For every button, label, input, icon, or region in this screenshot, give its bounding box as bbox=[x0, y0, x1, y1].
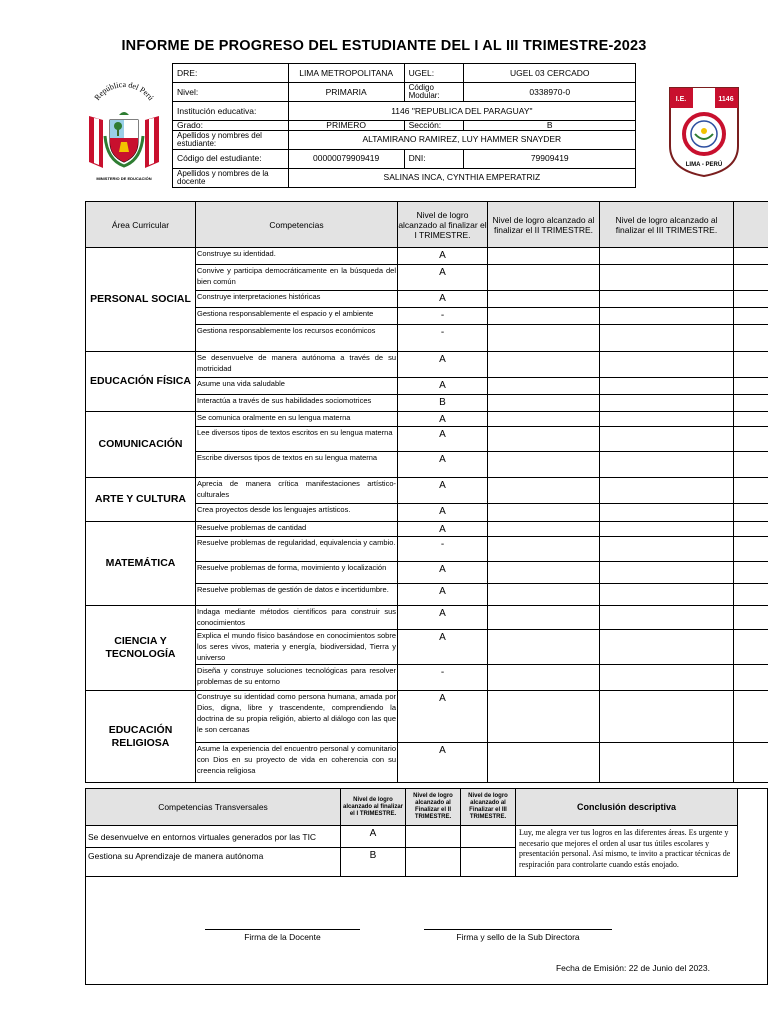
transversal-header-t1: Nivel de logro alcanzado al finalizar el I TRIMESTRE. bbox=[341, 789, 406, 826]
dre-value: LIMA METROPOLITANA bbox=[288, 64, 404, 83]
grade-t1: A bbox=[398, 412, 488, 427]
competencia: Explica el mundo físico basándose en conocimientos sobre los seres vivos, materia y energía, biodiversidad, Tierra y universo bbox=[196, 630, 398, 665]
grade-t1: A bbox=[398, 291, 488, 308]
school-crest-logo bbox=[668, 86, 740, 178]
header-t1: Nivel de logro alcanzado al finalizar el I TRIMESTRE. bbox=[398, 202, 488, 248]
competencia: Gestiona responsablemente los recursos económicos bbox=[196, 325, 398, 352]
seccion-label: Sección: bbox=[404, 121, 464, 131]
firma-docente-label: Firma de la Docente bbox=[244, 932, 321, 942]
competencia: Resuelve problemas de forma, movimiento y localización bbox=[196, 562, 398, 584]
grade-t1: A bbox=[398, 265, 488, 291]
dni-label: DNI: bbox=[404, 149, 464, 168]
transversal-grade-t1: A bbox=[341, 826, 406, 848]
competencia: Se comunica oralmente en su lengua materna bbox=[196, 412, 398, 427]
apellidos-docente-label: Apellidos y nombres de la docente bbox=[173, 168, 289, 187]
competencia: Resuelve problemas de regularidad, equivalencia y cambio. bbox=[196, 537, 398, 562]
header-t3: Nivel de logro alcanzado al finalizar el III TRIMESTRE. bbox=[600, 202, 734, 248]
grade-t1: B bbox=[398, 395, 488, 412]
grade-t1: A bbox=[398, 743, 488, 783]
peru-coat-of-arms-logo bbox=[83, 76, 165, 186]
codigo-modular-value: 0338970-0 bbox=[464, 83, 636, 102]
page-title: INFORME DE PROGRESO DEL ESTUDIANTE DEL I AL III TRIMESTRE-2023 bbox=[121, 38, 647, 54]
svg-text:LIMA - PERÚ: LIMA - PERÚ bbox=[685, 162, 723, 168]
competencia: Convive y participa democráticamente en la búsqueda del bien común bbox=[196, 265, 398, 291]
competencia: Aprecia de manera crítica manifestaciones artístico-culturales bbox=[196, 478, 398, 504]
fecha-emision: Fecha de Emisión: 22 de Junio del 2023. bbox=[555, 963, 710, 973]
grade-t1: A bbox=[398, 584, 488, 606]
codigo-modular-label: Código Modular: bbox=[404, 83, 464, 102]
competencia: Asume la experiencia del encuentro personal y comunitario con Dios en su proyecto de vida en coherencia con su creencia religiosa bbox=[196, 743, 398, 783]
seccion-value: B bbox=[464, 121, 636, 131]
grade-t1: A bbox=[398, 478, 488, 504]
apellidos-estudiante-value: ALTAMIRANO RAMIREZ, LUY HAMMER SNAYDER bbox=[288, 130, 635, 149]
header-t2: Nivel de logro alcanzado al finalizar el II TRIMESTRE. bbox=[488, 202, 600, 248]
area-educacion-religiosa: EDUCACIÓN RELIGIOSA bbox=[86, 691, 196, 783]
conclusion-header: Conclusión descriptiva bbox=[516, 789, 738, 826]
grade-t1: A bbox=[398, 691, 488, 743]
area-personal-social: PERSONAL SOCIAL bbox=[86, 248, 196, 352]
grade-t1: A bbox=[398, 562, 488, 584]
transversal-header-t3: Nivel de logro alcanzado al Finalizar el III TRIMESTRE. bbox=[461, 789, 516, 826]
transversal-row-2: Gestiona su Aprendizaje de manera autónoma bbox=[86, 848, 341, 877]
competencia: Resuelve problemas de cantidad bbox=[196, 522, 398, 537]
apellidos-docente-value: SALINAS INCA, CYNTHIA EMPERATRIZ bbox=[288, 168, 635, 187]
competencia: Diseña y construye soluciones tecnológicas para resolver problemas de su entorno bbox=[196, 665, 398, 691]
grado-value: PRIMERO bbox=[288, 121, 404, 131]
grade-t1: A bbox=[398, 452, 488, 478]
competencia: Resuelve problemas de gestión de datos e incertidumbre. bbox=[196, 584, 398, 606]
transversal-header: Competencias Transversales bbox=[86, 789, 341, 826]
nivel-label: Nivel: bbox=[173, 83, 289, 102]
signature-line-docente bbox=[205, 929, 360, 930]
codigo-estudiante-value: 00000079909419 bbox=[288, 149, 404, 168]
competencia: Construye su identidad. bbox=[196, 248, 398, 265]
competencia: Lee diversos tipos de textos escritos en su lengua materna bbox=[196, 427, 398, 452]
competencia: Crea proyectos desde los lenguajes artísticos. bbox=[196, 504, 398, 522]
competencia: Gestiona responsablemente el espacio y el ambiente bbox=[196, 308, 398, 325]
grade-t1: - bbox=[398, 537, 488, 562]
svg-text:I.E.: I.E. bbox=[675, 96, 687, 103]
competencia: Construye su identidad como persona humana, amada por Dios, digna, libre y trascendente, comprendiendo la doctrina de su propia religión, abierto al diálogo con las que le son cercanas bbox=[196, 691, 398, 743]
transversal-row-1: Se desenvuelve en entornos virtuales generados por las TIC bbox=[86, 826, 341, 848]
grade-t1: - bbox=[398, 665, 488, 691]
svg-text:MINISTERIO DE EDUCACIÓN: MINISTERIO DE EDUCACIÓN bbox=[96, 176, 152, 181]
competencia: Escribe diversos tipos de textos en su lengua materna bbox=[196, 452, 398, 478]
grades-table bbox=[85, 201, 768, 783]
svg-text:1146: 1146 bbox=[718, 96, 734, 103]
ugel-label: UGEL: bbox=[404, 64, 464, 83]
grade-t1: A bbox=[398, 248, 488, 265]
nivel-value: PRIMARIA bbox=[288, 83, 404, 102]
svg-text:República del Perú: República del Perú bbox=[92, 79, 156, 103]
area-educacion-fisica: EDUCACIÓN FÍSICA bbox=[86, 352, 196, 412]
grade-t1: - bbox=[398, 325, 488, 352]
apellidos-estudiante-label: Apellidos y nombres del estudiante: bbox=[173, 130, 289, 149]
dre-label: DRE: bbox=[173, 64, 289, 83]
grade-t1: A bbox=[398, 522, 488, 537]
competencia: Construye interpretaciones históricas bbox=[196, 291, 398, 308]
area-arte-cultura: ARTE Y CULTURA bbox=[86, 478, 196, 522]
grade-t1: A bbox=[398, 630, 488, 665]
grade-t1: A bbox=[398, 427, 488, 452]
grade-t1: A bbox=[398, 606, 488, 630]
grade-t1: A bbox=[398, 378, 488, 395]
transversal-grade-t1: B bbox=[341, 848, 406, 877]
area-comunicacion: COMUNICACIÓN bbox=[86, 412, 196, 478]
grade-t1: - bbox=[398, 308, 488, 325]
header-extra bbox=[734, 202, 768, 248]
ugel-value: UGEL 03 CERCADO bbox=[464, 64, 636, 83]
firma-directora-label: Firma y sello de la Sub Directora bbox=[456, 932, 580, 942]
dni-value: 79909419 bbox=[464, 149, 636, 168]
area-ciencia-tecnologia: CIENCIA Y TECNOLOGÍA bbox=[86, 606, 196, 691]
institucion-value: 1146 "REPUBLICA DEL PARAGUAY" bbox=[288, 102, 635, 121]
institucion-label: Institución educativa: bbox=[173, 102, 289, 121]
codigo-estudiante-label: Código del estudiante: bbox=[173, 149, 289, 168]
competencia: Se desenvuelve de manera autónoma a través de su motricidad bbox=[196, 352, 398, 378]
grade-t1: A bbox=[398, 504, 488, 522]
header-competencias: Competencias bbox=[196, 202, 398, 248]
competencia: Asume una vida saludable bbox=[196, 378, 398, 395]
conclusion-text: Luy, me alegra ver tus logros en las diferentes áreas. Es urgente y necesario que mejores el orden al usar tus útiles escolares y presentación personal. Así mismo, te invito a practicar técnicas de respiración para controlarte cuando estás enojado. bbox=[516, 826, 738, 877]
competencia: Indaga mediante métodos científicos para construir sus conocimientos bbox=[196, 606, 398, 630]
competencia: Interactúa a través de sus habilidades sociomotrices bbox=[196, 395, 398, 412]
header-area: Área Curricular bbox=[86, 202, 196, 248]
signature-line-directora bbox=[424, 929, 612, 930]
student-info-table bbox=[172, 63, 636, 188]
grado-label: Grado: bbox=[173, 121, 289, 131]
grade-t1: A bbox=[398, 352, 488, 378]
transversal-table bbox=[85, 788, 738, 877]
area-matematica: MATEMÁTICA bbox=[86, 522, 196, 606]
transversal-header-t2: Nivel de logro alcanzado al Finalizar el II TRIMESTRE. bbox=[406, 789, 461, 826]
